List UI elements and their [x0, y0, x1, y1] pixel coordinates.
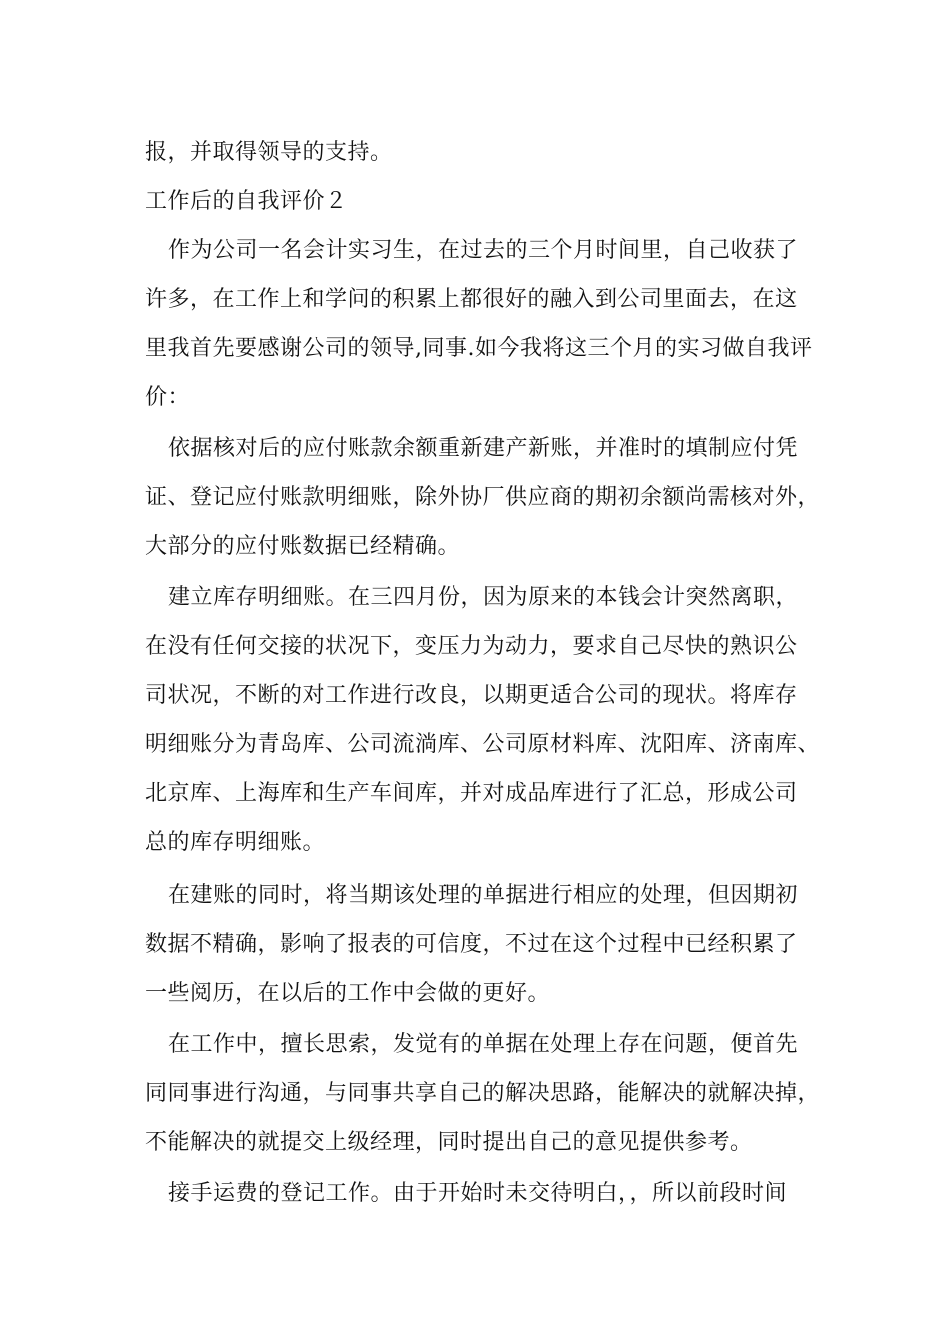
text-line: 在建账的同时，将当期该处理的单据进行相应的处理，但因期初	[168, 883, 799, 908]
text-line: 在没有任何交接的状况下，变压力为动力，要求自己尽快的熟识公	[145, 634, 798, 659]
paragraph-freight	[145, 1169, 825, 1218]
text-line: 作为公司一名会计实习生，在过去的三个月时间里，自己收获了	[168, 238, 799, 263]
text-line: 司状况，不断的对工作进行改良，以期更适合公司的现状。将库存	[145, 683, 798, 708]
text-line: 建立库存明细账。在三四月份，因为原来的本钱会计突然离职，	[168, 585, 799, 610]
heading-text: 工作后的自我评价２	[145, 189, 348, 214]
text-line: 里我首先要感谢公司的领导,同事.如今我将这三个月的实习做自我评	[145, 336, 813, 361]
text-line: 依据核对后的应付账款余额重新建产新账，并准时的填制应付凭	[168, 436, 799, 461]
paragraph-intro	[145, 226, 825, 422]
paragraph-continuation	[145, 128, 825, 177]
text-line: 一些阅历，在以后的工作中会做的更好。	[145, 981, 551, 1006]
paragraph-communication	[145, 1020, 825, 1167]
text-line: 接手运费的登记工作。由于开始时未交待明白，，所以前段时间	[168, 1181, 788, 1206]
text-line: 北京库、上海库和生产车间库，并对成品库进行了汇总，形成公司	[145, 781, 798, 806]
text-line: 数据不精确，影响了报表的可信度，不过在这个过程中已经积累了	[145, 932, 798, 957]
text-line: 报，并取得领导的支持。	[145, 140, 393, 165]
paragraph-accounts-building	[145, 871, 825, 1018]
text-line: 证、登记应付账款明细账，除外协厂供应商的期初余额尚需核对外，	[145, 485, 821, 510]
section-heading	[145, 177, 825, 226]
paragraph-payables	[145, 424, 825, 571]
text-line: 明细账分为青岛库、公司流淌库、公司原材料库、沈阳库、济南库、	[145, 732, 821, 757]
text-line: 价：	[145, 385, 191, 410]
text-line: 在工作中，擅长思索，发觉有的单据在处理上存在问题，便首先	[168, 1032, 799, 1057]
paragraph-inventory	[145, 573, 825, 867]
text-line: 不能解决的就提交上级经理，同时提出自己的意见提供参考。	[145, 1130, 753, 1155]
text-line: 许多，在工作上和学问的积累上都很好的融入到公司里面去，在这	[145, 287, 798, 312]
text-line: 同同事进行沟通，与同事共享自己的解决思路，能解决的就解决掉，	[145, 1081, 821, 1106]
text-line: 总的库存明细账。	[145, 830, 326, 855]
text-line: 大部分的应付账数据已经精确。	[145, 534, 461, 559]
